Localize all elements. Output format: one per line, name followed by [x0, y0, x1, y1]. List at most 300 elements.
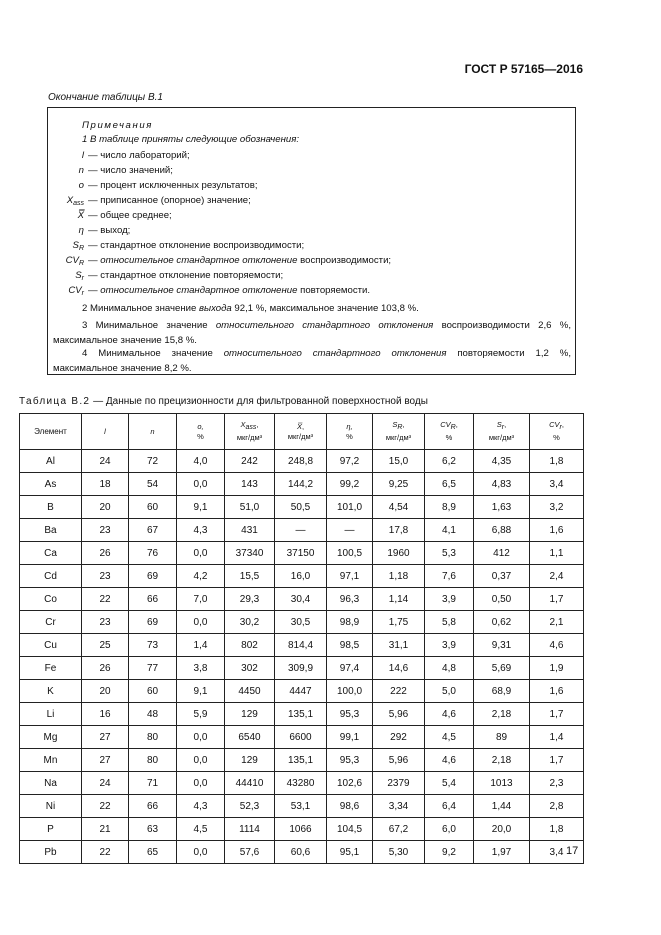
value-cell: 2,18 [474, 703, 530, 726]
value-cell: 67 [129, 519, 177, 542]
column-header [82, 414, 129, 450]
value-cell: 24 [82, 450, 129, 473]
symbol-row [48, 178, 568, 193]
column-header [373, 414, 425, 450]
symbol-description: — общее среднее; [88, 210, 172, 221]
value-cell: 2,1 [530, 611, 584, 634]
value-cell: 4447 [275, 680, 327, 703]
element-cell: Ca [20, 542, 82, 565]
symbol-subscript: R [78, 245, 84, 252]
value-cell: 4450 [225, 680, 275, 703]
value-cell: 65 [129, 841, 177, 864]
value-cell: 23 [82, 519, 129, 542]
value-cell: 15,5 [225, 565, 275, 588]
symbol: o [78, 180, 84, 191]
element-cell: K [20, 680, 82, 703]
value-cell: 3,8 [177, 657, 225, 680]
value-cell: 1,44 [474, 795, 530, 818]
notes-intro: 1 В таблице приняты следующие обозначения: [82, 134, 300, 145]
value-cell: 1,8 [530, 818, 584, 841]
value-cell: 5,96 [373, 749, 425, 772]
symbol: l [81, 150, 84, 161]
symbol-description [88, 283, 370, 298]
note-4 [53, 346, 571, 376]
column-header-unit: мкг/дм³ [488, 433, 515, 442]
value-cell: 292 [373, 726, 425, 749]
symbol-description-part: повторяемости. [297, 285, 371, 296]
value-cell: 30,5 [275, 611, 327, 634]
value-cell: 60 [129, 496, 177, 519]
value-cell: 135,1 [275, 749, 327, 772]
value-cell: 26 [82, 657, 129, 680]
value-cell: 4,3 [177, 795, 225, 818]
column-header-separator: , [301, 421, 305, 431]
element-cell: Co [20, 588, 82, 611]
symbol: $X_{ass}$ [66, 195, 84, 207]
value-cell: 29,3 [225, 588, 275, 611]
symbol: $S_r$ [75, 270, 84, 282]
symbol-description: — стандартное отклонение воспроизводимости; [88, 240, 305, 251]
value-cell: 27 [82, 726, 129, 749]
column-header-symbol: X [240, 420, 246, 429]
value-cell: 6,0 [425, 818, 474, 841]
table-row [20, 450, 584, 473]
column-header-unit: мкг/дм³ [236, 433, 263, 442]
value-cell: 57,6 [225, 841, 275, 864]
value-cell: 6600 [275, 726, 327, 749]
value-cell: 1,7 [530, 588, 584, 611]
value-cell: 6540 [225, 726, 275, 749]
note-text-part: 3 Минимальное значение [82, 320, 216, 331]
value-cell: 1,18 [373, 565, 425, 588]
element-cell: Na [20, 772, 82, 795]
column-header [225, 414, 275, 450]
value-cell: 1,6 [530, 680, 584, 703]
column-header [425, 414, 474, 450]
column-header-unit: мкг/дм³ [385, 433, 412, 442]
value-cell: 4,6 [530, 634, 584, 657]
element-cell: Cd [20, 565, 82, 588]
value-cell: 248,8 [275, 450, 327, 473]
table-row [20, 818, 584, 841]
value-cell: 7,6 [425, 565, 474, 588]
value-cell: 98,5 [327, 634, 373, 657]
value-cell: 2,3 [530, 772, 584, 795]
symbol-description: — выход; [88, 225, 131, 236]
table-row [20, 473, 584, 496]
value-cell: 22 [82, 588, 129, 611]
element-cell: As [20, 473, 82, 496]
value-cell: 50,5 [275, 496, 327, 519]
value-cell: 4,83 [474, 473, 530, 496]
column-header [129, 414, 177, 450]
table-row [20, 726, 584, 749]
value-cell: 5,96 [373, 703, 425, 726]
value-cell: 20,0 [474, 818, 530, 841]
value-cell: 1013 [474, 772, 530, 795]
value-cell: 9,1 [177, 680, 225, 703]
value-cell: 20 [82, 680, 129, 703]
value-cell: 16 [82, 703, 129, 726]
value-cell: 30,2 [225, 611, 275, 634]
value-cell: 1114 [225, 818, 275, 841]
element-cell: Ni [20, 795, 82, 818]
value-cell: 95,3 [327, 749, 373, 772]
value-cell: 37340 [225, 542, 275, 565]
value-cell: 1,14 [373, 588, 425, 611]
value-cell: 15,0 [373, 450, 425, 473]
value-cell: 0,0 [177, 749, 225, 772]
value-cell: 4,5 [425, 726, 474, 749]
element-cell: Cr [20, 611, 82, 634]
value-cell: 4,5 [177, 818, 225, 841]
value-cell: 431 [225, 519, 275, 542]
value-cell: 1,63 [474, 496, 530, 519]
symbol-row [48, 253, 568, 268]
value-cell: 1960 [373, 542, 425, 565]
value-cell: 1,97 [474, 841, 530, 864]
table-row [20, 519, 584, 542]
value-cell: — [275, 519, 327, 542]
element-cell: Ba [20, 519, 82, 542]
value-cell: 5,0 [425, 680, 474, 703]
value-cell: 97,4 [327, 657, 373, 680]
column-header-subscript: R [450, 424, 456, 431]
value-cell: 1,7 [530, 749, 584, 772]
value-cell: 1066 [275, 818, 327, 841]
value-cell: 97,2 [327, 450, 373, 473]
value-cell: 63 [129, 818, 177, 841]
symbol-description-part: — [88, 285, 101, 296]
value-cell: 76 [129, 542, 177, 565]
value-cell: 1,9 [530, 657, 584, 680]
value-cell: 2,8 [530, 795, 584, 818]
note-text-part: относительного стандартного отклонения [223, 348, 447, 359]
symbol-description [88, 253, 391, 268]
value-cell: 0,0 [177, 473, 225, 496]
column-header-separator: , [455, 420, 458, 429]
note-text-part: выхода [199, 303, 232, 314]
value-cell: 8,9 [425, 496, 474, 519]
value-cell: 66 [129, 795, 177, 818]
notes-heading: Примечания [82, 120, 154, 131]
value-cell: 4,35 [474, 450, 530, 473]
value-cell: 25 [82, 634, 129, 657]
table-row [20, 496, 584, 519]
value-cell: 27 [82, 749, 129, 772]
symbol-description-part: относительное стандартное отклонение [100, 285, 298, 296]
value-cell: 0,0 [177, 841, 225, 864]
table-row [20, 795, 584, 818]
value-cell: 9,31 [474, 634, 530, 657]
note-text-part: повторяемости 1,2 %, максимальное значение 8,2 %. [53, 348, 571, 374]
value-cell: 99,2 [327, 473, 373, 496]
symbol: $S_R$ [72, 240, 84, 252]
note-text-part: 92,1 %, максимальное значение 103,8 %. [231, 303, 419, 314]
element-cell: Fe [20, 657, 82, 680]
value-cell: 30,4 [275, 588, 327, 611]
column-header-unit: % [553, 433, 560, 442]
symbol: $CV_r$ [68, 285, 84, 297]
value-cell: 9,1 [177, 496, 225, 519]
value-cell: 89 [474, 726, 530, 749]
value-cell: 21 [82, 818, 129, 841]
value-cell: 309,9 [275, 657, 327, 680]
value-cell: 1,4 [177, 634, 225, 657]
value-cell: 60 [129, 680, 177, 703]
value-cell: 5,69 [474, 657, 530, 680]
value-cell: 144,2 [275, 473, 327, 496]
value-cell: 3,9 [425, 634, 474, 657]
symbol-description: — процент исключенных результатов; [88, 180, 258, 191]
value-cell: 1,7 [530, 703, 584, 726]
value-cell: 68,9 [474, 680, 530, 703]
symbol-description: — стандартное отклонение повторяемости; [88, 270, 284, 281]
element-cell: Cu [20, 634, 82, 657]
document-code: ГОСТ Р 57165—2016 [464, 62, 583, 76]
symbol-row [48, 238, 568, 253]
value-cell: 31,1 [373, 634, 425, 657]
value-cell: 0,0 [177, 542, 225, 565]
value-cell: 0,37 [474, 565, 530, 588]
symbol: η [78, 225, 84, 236]
value-cell: 43280 [275, 772, 327, 795]
column-header-separator: , [561, 420, 564, 429]
symbol-subscript: R [78, 260, 84, 267]
column-header-unit: % [346, 431, 353, 441]
value-cell: 44410 [225, 772, 275, 795]
value-cell: 22 [82, 841, 129, 864]
column-header-symbol: S [496, 420, 502, 429]
symbol-description-part: относительное стандартное отклонение [100, 255, 298, 266]
value-cell: 54 [129, 473, 177, 496]
note-text-part: 2 Минимальное значение [82, 303, 199, 314]
symbol-subscript: r [81, 275, 84, 282]
note-text-part: 4 Минимальное значение [82, 348, 224, 359]
column-header-unit: % [197, 431, 204, 441]
page-number: 17 [566, 845, 579, 857]
value-cell: 4,6 [425, 749, 474, 772]
value-cell: 4,54 [373, 496, 425, 519]
symbol-row [48, 148, 568, 163]
value-cell: 66 [129, 588, 177, 611]
notes-box [47, 107, 576, 375]
value-cell: 20 [82, 496, 129, 519]
value-cell: 77 [129, 657, 177, 680]
table-row [20, 634, 584, 657]
element-cell: Al [20, 450, 82, 473]
column-header-symbol: X̿ [296, 421, 302, 431]
value-cell: 4,6 [425, 703, 474, 726]
value-cell: 9,25 [373, 473, 425, 496]
value-cell: 22 [82, 795, 129, 818]
column-header-symbol: η, [346, 421, 353, 431]
column-header [474, 414, 530, 450]
value-cell: 412 [474, 542, 530, 565]
value-cell: 99,1 [327, 726, 373, 749]
value-cell: 101,0 [327, 496, 373, 519]
value-cell: 16,0 [275, 565, 327, 588]
table-row [20, 749, 584, 772]
column-header-unit: мкг/дм³ [287, 431, 314, 441]
value-cell: 6,4 [425, 795, 474, 818]
value-cell: 102,6 [327, 772, 373, 795]
value-cell: 53,1 [275, 795, 327, 818]
value-cell: 1,4 [530, 726, 584, 749]
value-cell: 100,0 [327, 680, 373, 703]
symbol-description: — приписанное (опорное) значение; [88, 195, 251, 206]
value-cell: 1,8 [530, 450, 584, 473]
element-cell: Pb [20, 841, 82, 864]
value-cell: 5,9 [177, 703, 225, 726]
symbol-subscript: ass [73, 200, 84, 207]
column-header-subscript: R [397, 424, 403, 431]
column-header-symbol: n [150, 426, 155, 436]
value-cell: 1,1 [530, 542, 584, 565]
value-cell: 18 [82, 473, 129, 496]
value-cell: 23 [82, 565, 129, 588]
symbol-description-part: воспроизводимости; [297, 255, 392, 266]
table-row [20, 680, 584, 703]
column-header [327, 414, 373, 450]
value-cell: 69 [129, 565, 177, 588]
element-cell: P [20, 818, 82, 841]
value-cell: 3,4 [530, 841, 584, 864]
symbol-row [48, 193, 568, 208]
element-cell: Li [20, 703, 82, 726]
value-cell: 4,1 [425, 519, 474, 542]
table-row [20, 841, 584, 864]
column-header [177, 414, 225, 450]
table-title [19, 396, 428, 407]
symbol-row [48, 208, 568, 223]
table-row [20, 772, 584, 795]
column-header-symbol: CV [549, 420, 560, 429]
value-cell: 71 [129, 772, 177, 795]
value-cell: 135,1 [275, 703, 327, 726]
value-cell: 23 [82, 611, 129, 634]
value-cell: 129 [225, 749, 275, 772]
value-cell: 37150 [275, 542, 327, 565]
table-header-row [20, 414, 584, 450]
value-cell: 1,75 [373, 611, 425, 634]
value-cell: 24 [82, 772, 129, 795]
value-cell: 4,2 [177, 565, 225, 588]
value-cell: 98,9 [327, 611, 373, 634]
symbol-row [48, 283, 568, 298]
value-cell: 0,62 [474, 611, 530, 634]
value-cell: 104,5 [327, 818, 373, 841]
value-cell: 1,6 [530, 519, 584, 542]
value-cell: — [327, 519, 373, 542]
column-header-subscript: ass [245, 424, 257, 431]
table-row [20, 611, 584, 634]
value-cell: 48 [129, 703, 177, 726]
value-cell: 17,8 [373, 519, 425, 542]
element-cell: B [20, 496, 82, 519]
value-cell: 73 [129, 634, 177, 657]
value-cell: 129 [225, 703, 275, 726]
symbol: X̿ [77, 210, 84, 221]
symbol-description: — число лабораторий; [88, 150, 190, 161]
value-cell: 2,4 [530, 565, 584, 588]
value-cell: 98,6 [327, 795, 373, 818]
value-cell: 4,3 [177, 519, 225, 542]
table-title-text: — Данные по прецизионности для фильтрованной поверхностной воды [90, 396, 428, 407]
symbol-subscript: r [81, 290, 84, 297]
column-header-subscript: r [501, 424, 505, 431]
column-header-subscript: r [559, 424, 562, 431]
value-cell: 3,9 [425, 588, 474, 611]
value-cell: 6,2 [425, 450, 474, 473]
value-cell: 4,0 [177, 450, 225, 473]
value-cell: 5,3 [425, 542, 474, 565]
value-cell: 3,34 [373, 795, 425, 818]
value-cell: 14,6 [373, 657, 425, 680]
table-row [20, 565, 584, 588]
value-cell: 802 [225, 634, 275, 657]
symbol: $CV_R$ [65, 255, 84, 267]
column-header-symbol: S [392, 420, 398, 429]
value-cell: 7,0 [177, 588, 225, 611]
column-header [530, 414, 584, 450]
element-cell: Mn [20, 749, 82, 772]
value-cell: 72 [129, 450, 177, 473]
value-cell: 67,2 [373, 818, 425, 841]
column-header-separator: , [256, 420, 259, 429]
value-cell: 51,0 [225, 496, 275, 519]
table-title-label: Таблица В.2 [19, 396, 91, 407]
symbol: n [78, 165, 84, 176]
value-cell: 96,3 [327, 588, 373, 611]
value-cell: 80 [129, 726, 177, 749]
value-cell: 3,4 [530, 473, 584, 496]
value-cell: 5,30 [373, 841, 425, 864]
table-body [20, 450, 584, 864]
symbol-description: — число значений; [88, 165, 173, 176]
column-header-separator: , [402, 420, 405, 429]
column-header-symbol: l [104, 426, 106, 436]
continuation-caption: Окончание таблицы В.1 [48, 92, 163, 103]
value-cell: 95,3 [327, 703, 373, 726]
table-row [20, 703, 584, 726]
symbol-row [48, 268, 568, 283]
symbol-row [48, 163, 568, 178]
value-cell: 222 [373, 680, 425, 703]
column-header-unit: % [445, 433, 453, 442]
symbol-row [48, 223, 568, 238]
value-cell: 52,3 [225, 795, 275, 818]
value-cell: 2379 [373, 772, 425, 795]
value-cell: 60,6 [275, 841, 327, 864]
value-cell: 0,50 [474, 588, 530, 611]
table-row [20, 542, 584, 565]
column-header-symbol: o, [197, 421, 204, 431]
value-cell: 0,0 [177, 726, 225, 749]
value-cell: 302 [225, 657, 275, 680]
value-cell: 4,8 [425, 657, 474, 680]
note-2 [53, 301, 571, 316]
precision-table [19, 413, 584, 864]
note-text-part: воспроизводимости 2,6 %, максимальное значение 15,8 %. [53, 320, 571, 346]
value-cell: 26 [82, 542, 129, 565]
value-cell: 0,0 [177, 611, 225, 634]
value-cell: 814,4 [275, 634, 327, 657]
value-cell: 69 [129, 611, 177, 634]
table-row [20, 657, 584, 680]
value-cell: 6,5 [425, 473, 474, 496]
value-cell: 9,2 [425, 841, 474, 864]
